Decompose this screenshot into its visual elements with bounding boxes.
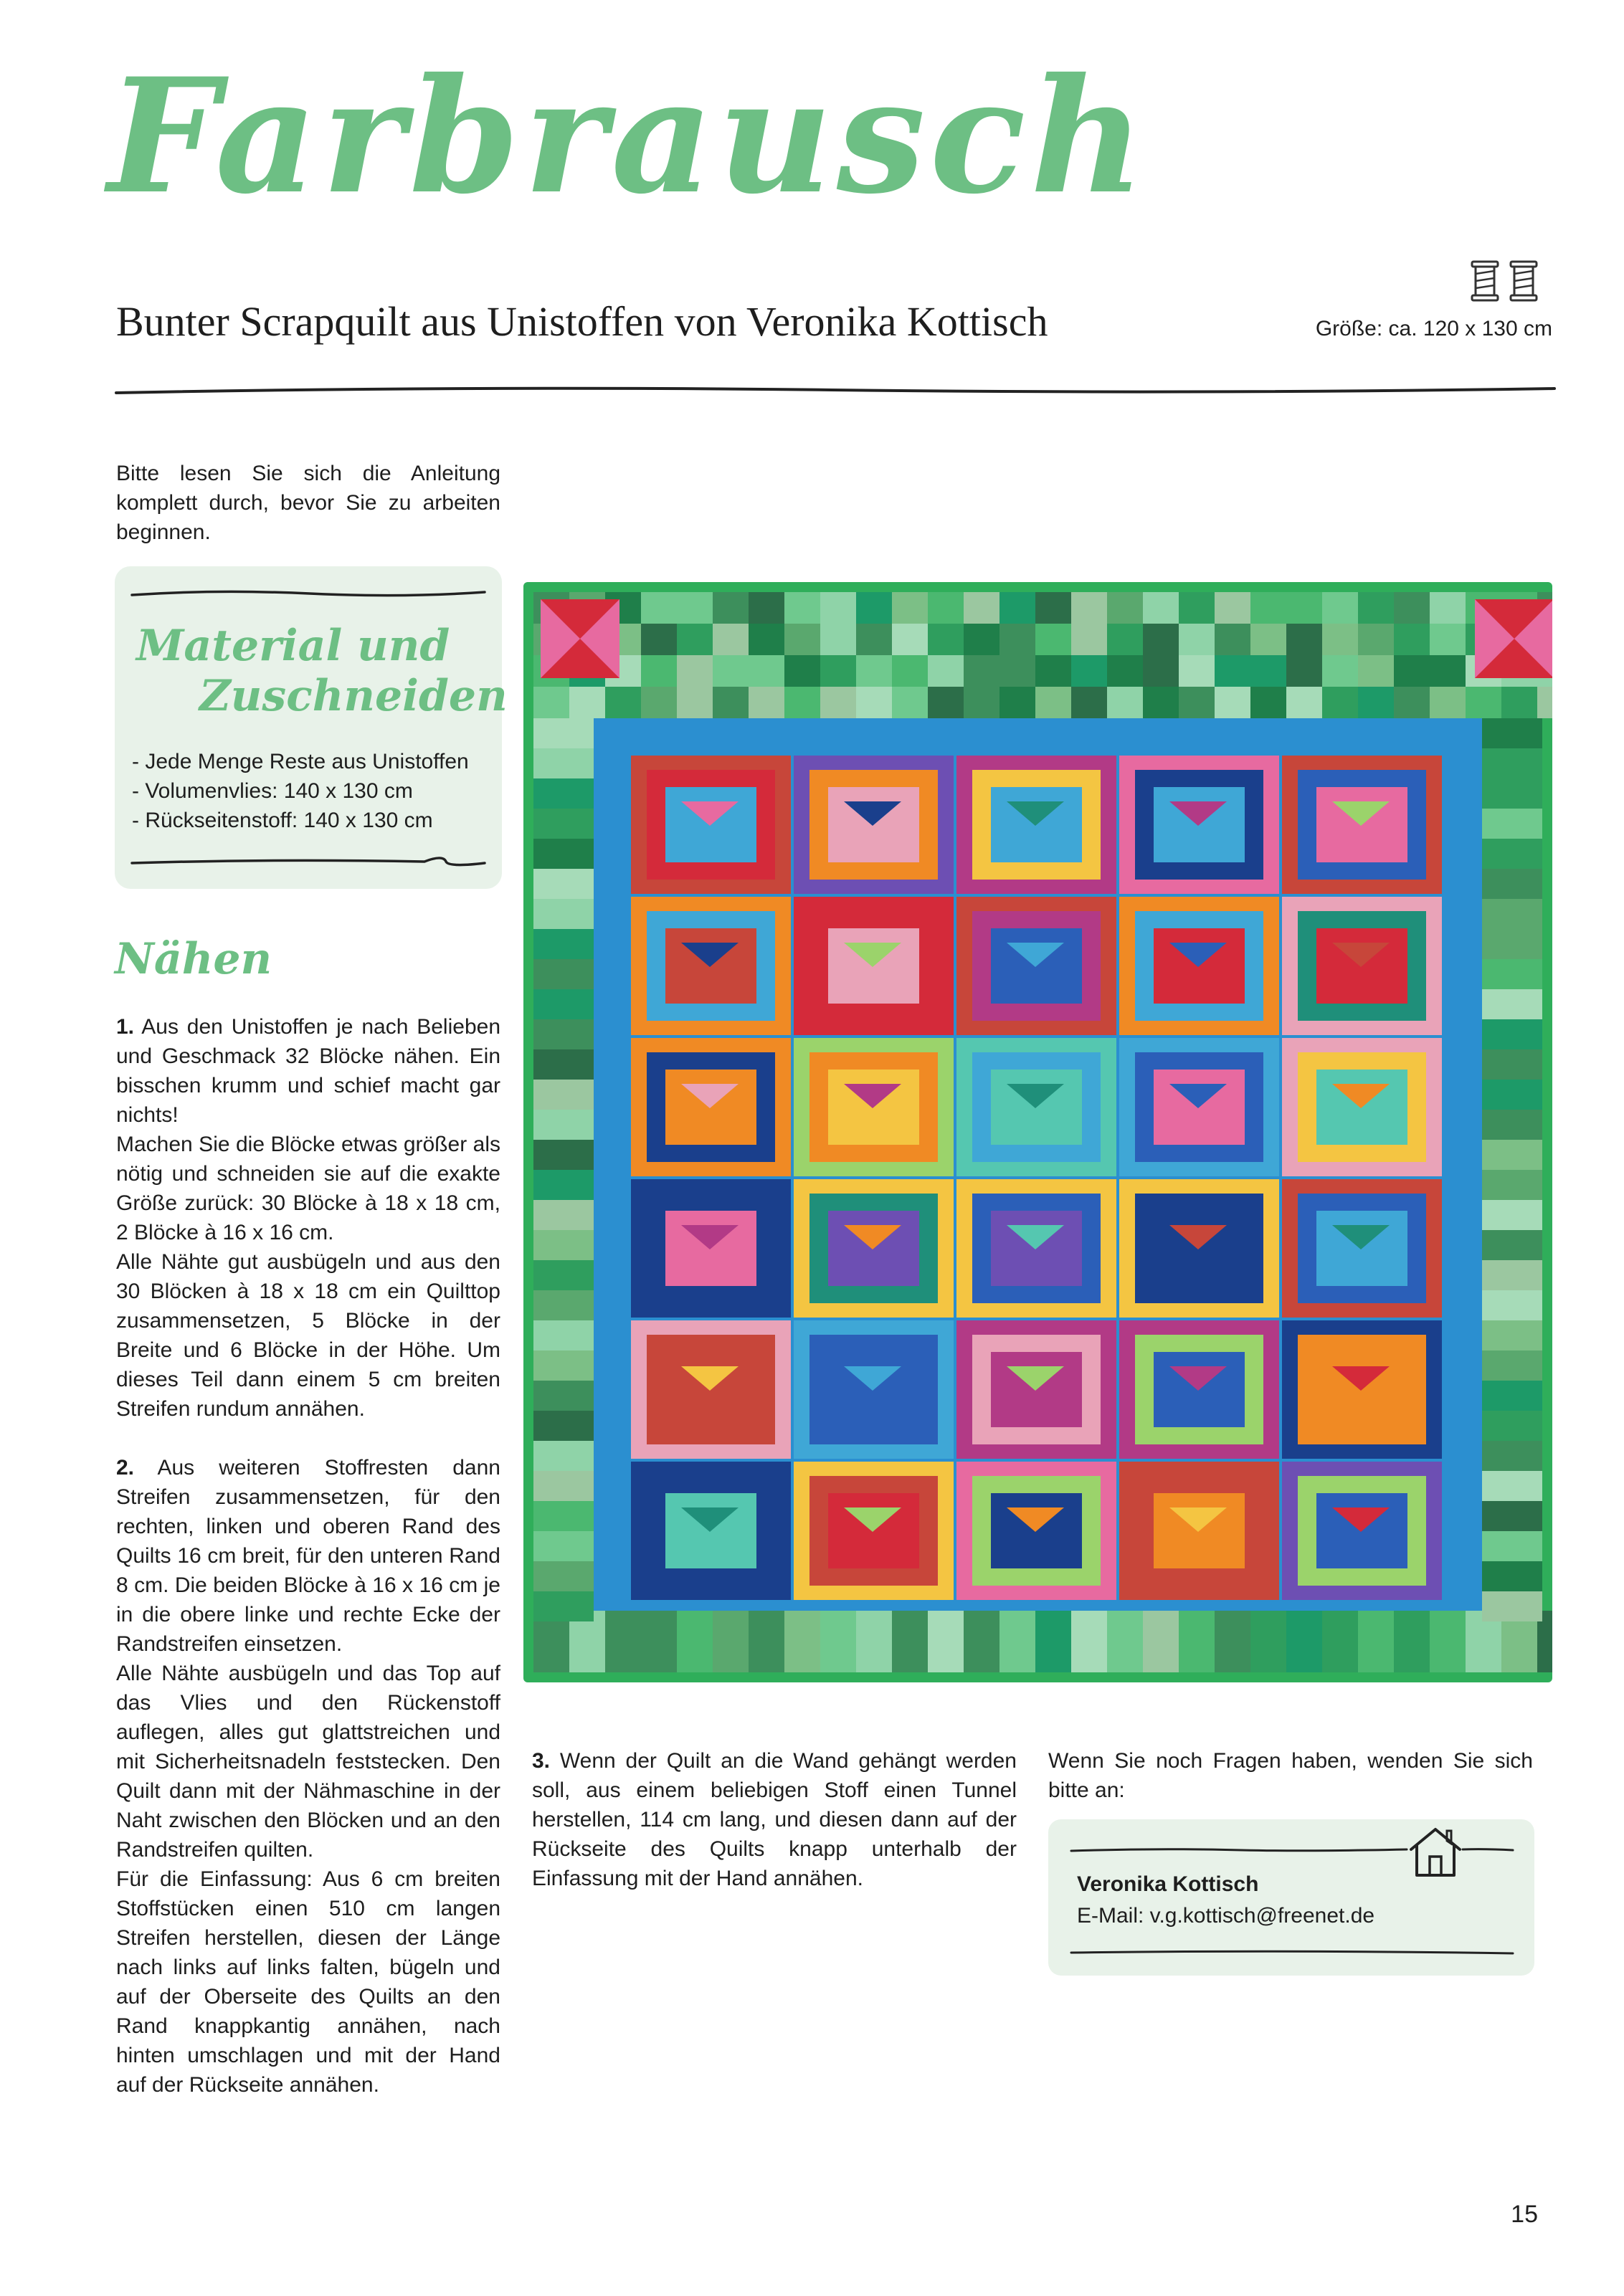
border-patch bbox=[1482, 718, 1542, 748]
step-number: 2. bbox=[116, 1456, 135, 1480]
border-patch bbox=[1394, 592, 1430, 624]
border-patch bbox=[1482, 839, 1542, 869]
border-patch bbox=[892, 1611, 928, 1672]
border-patch bbox=[999, 624, 1035, 655]
border-patch bbox=[641, 655, 677, 687]
border-patch bbox=[964, 592, 999, 624]
border-patch bbox=[999, 687, 1035, 718]
border-patch bbox=[1250, 1611, 1286, 1672]
border-patch bbox=[533, 1441, 594, 1471]
border-patch bbox=[1250, 655, 1286, 687]
difficulty-rating bbox=[1469, 259, 1539, 303]
house-icon bbox=[1405, 1824, 1466, 1880]
step-1-paragraph-3: Alle Nähte gut ausbügeln und aus den 30 Blöcken à 18 x 18 cm ein Quilttop zusammensetzen, 5 Blöcke in der Breite und 6 Blöcke in der Höhe. Um dieses Teil dann einem 5 cm breiten Streifen rundum annähen. bbox=[116, 1250, 500, 1421]
contact-divider-bottom bbox=[1070, 1945, 1514, 1960]
border-patch bbox=[1482, 1140, 1542, 1170]
border-patch bbox=[677, 1611, 713, 1672]
border-patch bbox=[820, 655, 856, 687]
border-patch bbox=[856, 687, 892, 718]
border-patch bbox=[1286, 624, 1322, 655]
border-patch bbox=[856, 655, 892, 687]
border-patch bbox=[533, 1140, 594, 1170]
border-patch bbox=[533, 1019, 594, 1049]
border-patch bbox=[1071, 655, 1107, 687]
border-patch bbox=[1322, 1611, 1358, 1672]
header-divider bbox=[115, 380, 1556, 401]
border-patch bbox=[1430, 687, 1466, 718]
border-patch bbox=[1286, 687, 1322, 718]
border-patch bbox=[533, 839, 594, 869]
border-patch bbox=[749, 655, 784, 687]
border-patch bbox=[1322, 687, 1358, 718]
border-patch bbox=[533, 1501, 594, 1531]
border-patch bbox=[1501, 687, 1537, 718]
border-patch bbox=[1482, 809, 1542, 839]
border-patch bbox=[533, 1170, 594, 1200]
border-patch bbox=[1215, 655, 1250, 687]
border-patch bbox=[533, 1351, 594, 1381]
border-patch bbox=[533, 778, 594, 809]
list-item: - Volumenvlies: 140 x 130 cm bbox=[132, 779, 413, 803]
border-patch bbox=[892, 655, 928, 687]
border-patch bbox=[964, 1611, 999, 1672]
thread-spool-icon bbox=[1508, 259, 1539, 303]
border-patch bbox=[1482, 1351, 1542, 1381]
border-patch bbox=[533, 748, 594, 778]
border-patch bbox=[820, 624, 856, 655]
border-patch bbox=[1143, 655, 1179, 687]
border-patch bbox=[928, 687, 964, 718]
border-patch bbox=[892, 687, 928, 718]
list-item: - Jede Menge Reste aus Unistoffen bbox=[132, 750, 469, 773]
border-patch bbox=[1482, 1230, 1542, 1260]
border-patch bbox=[784, 1611, 820, 1672]
border-patch bbox=[1035, 592, 1071, 624]
border-patch bbox=[1035, 624, 1071, 655]
border-patch bbox=[641, 592, 677, 624]
border-patch bbox=[1482, 1200, 1542, 1230]
border-patch bbox=[1482, 1441, 1542, 1471]
border-patch bbox=[928, 592, 964, 624]
border-patch bbox=[533, 687, 569, 718]
box-divider-top bbox=[130, 586, 486, 601]
border-patch bbox=[1482, 929, 1542, 959]
border-patch bbox=[1107, 655, 1143, 687]
border-patch bbox=[1358, 592, 1394, 624]
border-patch bbox=[533, 1290, 594, 1320]
border-patch bbox=[1482, 1471, 1542, 1501]
border-patch bbox=[999, 1611, 1035, 1672]
border-patch bbox=[569, 687, 605, 718]
border-patch bbox=[713, 624, 749, 655]
border-patch bbox=[533, 1110, 594, 1140]
intro-text: Bitte lesen Sie sich die Anleitung komplett durch, bevor Sie zu arbeiten beginnen. bbox=[116, 462, 500, 544]
border-patch bbox=[713, 1611, 749, 1672]
border-patch bbox=[533, 929, 594, 959]
border-patch bbox=[1250, 592, 1286, 624]
border-patch bbox=[1482, 989, 1542, 1019]
border-patch bbox=[1482, 1049, 1542, 1080]
border-patch bbox=[1482, 1320, 1542, 1351]
border-patch bbox=[928, 655, 964, 687]
border-patch bbox=[677, 687, 713, 718]
border-patch bbox=[1107, 624, 1143, 655]
border-patch bbox=[1035, 1611, 1071, 1672]
border-patch bbox=[1482, 1260, 1542, 1290]
border-patch bbox=[856, 1611, 892, 1672]
border-patch bbox=[1482, 1381, 1542, 1411]
border-patch bbox=[1071, 687, 1107, 718]
border-patch bbox=[892, 592, 928, 624]
step-2-paragraph-2: Alle Nähte ausbügeln und das Top auf das Vlies und den Rückenstoff auflegen, alles gut glattstreichen und mit Sicherheitsnadeln feststecken. Den Quilt dann mit der Nähmaschine in der Naht zwischen den Blöcken und an den Randstreifen quilten. bbox=[116, 1662, 500, 1862]
border-patch bbox=[641, 1611, 677, 1672]
border-patch bbox=[1322, 624, 1358, 655]
border-patch bbox=[1143, 624, 1179, 655]
step-text: Wenn der Quilt an die Wand gehängt werden soll, aus einem beliebigen Stoff einen Tunnel herstellen, 114 cm lang, und diesen dann auf der Rückseite des Quilts knapp unterhalb der Einfassung mit der Hand annähen. bbox=[532, 1749, 1017, 1890]
step-number: 3. bbox=[532, 1749, 551, 1773]
border-patch bbox=[533, 959, 594, 989]
border-patch bbox=[713, 655, 749, 687]
contact-email[interactable]: E-Mail: v.g.kottisch@freenet.de bbox=[1077, 1904, 1375, 1928]
step-1-paragraph-2: Machen Sie die Blöcke etwas größer als nötig und schneiden sie auf die exakte Größe zurück: 30 Blöcke à 18 x 18 cm, 2 Blöcke à 16 x 16 cm. bbox=[116, 1133, 500, 1244]
material-heading-line2: Zuschneiden bbox=[199, 671, 508, 721]
material-heading: Material und bbox=[136, 621, 450, 671]
border-patch bbox=[533, 1080, 594, 1110]
border-patch bbox=[749, 687, 784, 718]
border-patch bbox=[820, 1611, 856, 1672]
material-list bbox=[132, 747, 469, 835]
border-patch bbox=[533, 1531, 594, 1561]
border-patch bbox=[1179, 624, 1215, 655]
border-patch bbox=[1071, 592, 1107, 624]
border-patch bbox=[677, 655, 713, 687]
border-patch bbox=[1358, 624, 1394, 655]
border-patch bbox=[533, 809, 594, 839]
border-patch bbox=[1250, 624, 1286, 655]
border-patch bbox=[784, 624, 820, 655]
border-patch bbox=[928, 624, 964, 655]
border-patch bbox=[1466, 687, 1501, 718]
page-number: 15 bbox=[1511, 2201, 1538, 2228]
border-patch bbox=[1482, 1561, 1542, 1591]
border-patch bbox=[641, 687, 677, 718]
size-label: Größe: ca. 120 x 130 cm bbox=[1315, 317, 1552, 340]
border-patch bbox=[1394, 1611, 1430, 1672]
border-patch bbox=[1358, 1611, 1394, 1672]
border-patch bbox=[1250, 687, 1286, 718]
border-patch bbox=[999, 655, 1035, 687]
border-patch bbox=[1179, 592, 1215, 624]
border-patch bbox=[820, 687, 856, 718]
border-patch bbox=[533, 1591, 594, 1621]
border-patch bbox=[1482, 899, 1542, 929]
step-2-paragraph bbox=[116, 1453, 500, 1659]
border-patch bbox=[1322, 592, 1358, 624]
step-1-paragraph bbox=[116, 1012, 500, 1130]
border-patch bbox=[1482, 1531, 1542, 1561]
contact-name: Veronika Kottisch bbox=[1077, 1872, 1259, 1896]
border-patch bbox=[1358, 655, 1394, 687]
section-heading-naehen: Nähen bbox=[115, 934, 272, 984]
border-patch bbox=[784, 687, 820, 718]
border-patch bbox=[1430, 592, 1466, 624]
border-patch bbox=[749, 592, 784, 624]
border-patch bbox=[713, 592, 749, 624]
border-patch bbox=[1071, 1611, 1107, 1672]
border-patch bbox=[1215, 624, 1250, 655]
border-patch bbox=[856, 592, 892, 624]
border-patch bbox=[1179, 655, 1215, 687]
border-patch bbox=[533, 1381, 594, 1411]
border-patch bbox=[533, 1411, 594, 1441]
border-patch bbox=[1430, 1611, 1466, 1672]
border-patch bbox=[1179, 1611, 1215, 1672]
border-patch bbox=[1430, 624, 1466, 655]
border-patch bbox=[1482, 748, 1542, 778]
border-patch bbox=[1394, 687, 1430, 718]
instructions-column bbox=[116, 1012, 500, 2100]
border-patch bbox=[1143, 687, 1179, 718]
border-patch bbox=[1482, 1591, 1542, 1621]
page-title: Farbrausch bbox=[108, 43, 1149, 229]
border-patch bbox=[1322, 655, 1358, 687]
border-patch bbox=[641, 624, 677, 655]
box-divider-bottom bbox=[130, 853, 486, 870]
contact-intro: Wenn Sie noch Fragen haben, wenden Sie sich bitte an: bbox=[1048, 1749, 1533, 1802]
border-patch bbox=[1482, 1170, 1542, 1200]
border-patch bbox=[1394, 655, 1430, 687]
border-patch bbox=[892, 624, 928, 655]
border-patch bbox=[820, 592, 856, 624]
border-patch bbox=[1482, 1110, 1542, 1140]
border-patch bbox=[1215, 592, 1250, 624]
border-patch bbox=[749, 1611, 784, 1672]
border-patch bbox=[1107, 687, 1143, 718]
border-patch bbox=[1482, 778, 1542, 809]
border-patch bbox=[533, 1049, 594, 1080]
border-patch bbox=[533, 1260, 594, 1290]
border-patch bbox=[533, 1471, 594, 1501]
border-patch bbox=[1107, 592, 1143, 624]
border-patch bbox=[1143, 1611, 1179, 1672]
border-patch bbox=[1394, 624, 1430, 655]
border-patch bbox=[1286, 592, 1322, 624]
border-patch bbox=[533, 899, 594, 929]
border-patch bbox=[1286, 655, 1322, 687]
border-patch bbox=[1537, 687, 1552, 718]
border-patch bbox=[1482, 1290, 1542, 1320]
border-patch bbox=[605, 687, 641, 718]
border-patch bbox=[749, 624, 784, 655]
border-patch bbox=[1482, 959, 1542, 989]
step-3-paragraph bbox=[532, 1746, 1017, 1893]
border-patch bbox=[1035, 687, 1071, 718]
border-patch bbox=[677, 592, 713, 624]
border-patch bbox=[533, 1230, 594, 1260]
border-patch bbox=[1482, 1501, 1542, 1531]
quilt-photo bbox=[523, 582, 1552, 1682]
border-patch bbox=[533, 1200, 594, 1230]
border-patch bbox=[1215, 687, 1250, 718]
step-number: 1. bbox=[116, 1015, 135, 1039]
step-text: Aus den Unistoffen je nach Belieben und Geschmack 32 Blöcke nähen. Ein bisschen krumm und schief macht gar nichts! bbox=[116, 1015, 501, 1127]
border-patch bbox=[1482, 869, 1542, 899]
border-patch bbox=[1482, 1411, 1542, 1441]
border-patch bbox=[964, 655, 999, 687]
border-patch bbox=[1430, 655, 1466, 687]
border-patch bbox=[605, 1611, 641, 1672]
contact-box bbox=[1048, 1819, 1534, 1976]
border-patch bbox=[677, 624, 713, 655]
border-patch bbox=[928, 1611, 964, 1672]
border-patch bbox=[964, 687, 999, 718]
thread-spool-icon bbox=[1469, 259, 1501, 303]
border-patch bbox=[1482, 1080, 1542, 1110]
border-patch bbox=[713, 687, 749, 718]
border-patch bbox=[533, 718, 594, 748]
border-patch bbox=[1482, 1019, 1542, 1049]
step-2-paragraph-3: Für die Einfassung: Aus 6 cm breiten Stoffstücken einen 510 cm langen Streifen herstellen, diesen der Länge nach links auf links falten, bügeln und auf der Oberseite des Quilts an den Rand knappkantig annähen, nach hinten umschlagen und mit der Hand auf der Rückseite annähen. bbox=[116, 1867, 500, 2097]
subtitle: Bunter Scrapquilt aus Unistoffen von Veronika Kottisch bbox=[116, 298, 1048, 345]
material-box bbox=[115, 566, 508, 889]
border-patch bbox=[1179, 687, 1215, 718]
border-patch bbox=[1215, 1611, 1250, 1672]
border-patch bbox=[1143, 592, 1179, 624]
list-item: - Rückseitenstoff: 140 x 130 cm bbox=[132, 809, 433, 832]
border-patch bbox=[784, 592, 820, 624]
border-patch bbox=[999, 592, 1035, 624]
border-patch bbox=[856, 624, 892, 655]
step-text: Aus weiteren Stoffresten dann Streifen zusammensetzen, für den rechten, linken und oberen Rand des Quilts 16 cm breit, für den unteren Rand 8 cm. Die beiden Blöcke à 16 x 16 cm je in die obere linke und rechte Ecke der Randstreifen einsetzen. bbox=[116, 1456, 500, 1656]
border-patch bbox=[1107, 1611, 1143, 1672]
border-patch bbox=[533, 1561, 594, 1591]
border-patch bbox=[1035, 655, 1071, 687]
border-patch bbox=[1071, 624, 1107, 655]
border-patch bbox=[533, 869, 594, 899]
border-patch bbox=[964, 624, 999, 655]
border-patch bbox=[533, 989, 594, 1019]
border-patch bbox=[1286, 1611, 1322, 1672]
border-patch bbox=[784, 655, 820, 687]
border-patch bbox=[1358, 687, 1394, 718]
border-patch bbox=[533, 1320, 594, 1351]
